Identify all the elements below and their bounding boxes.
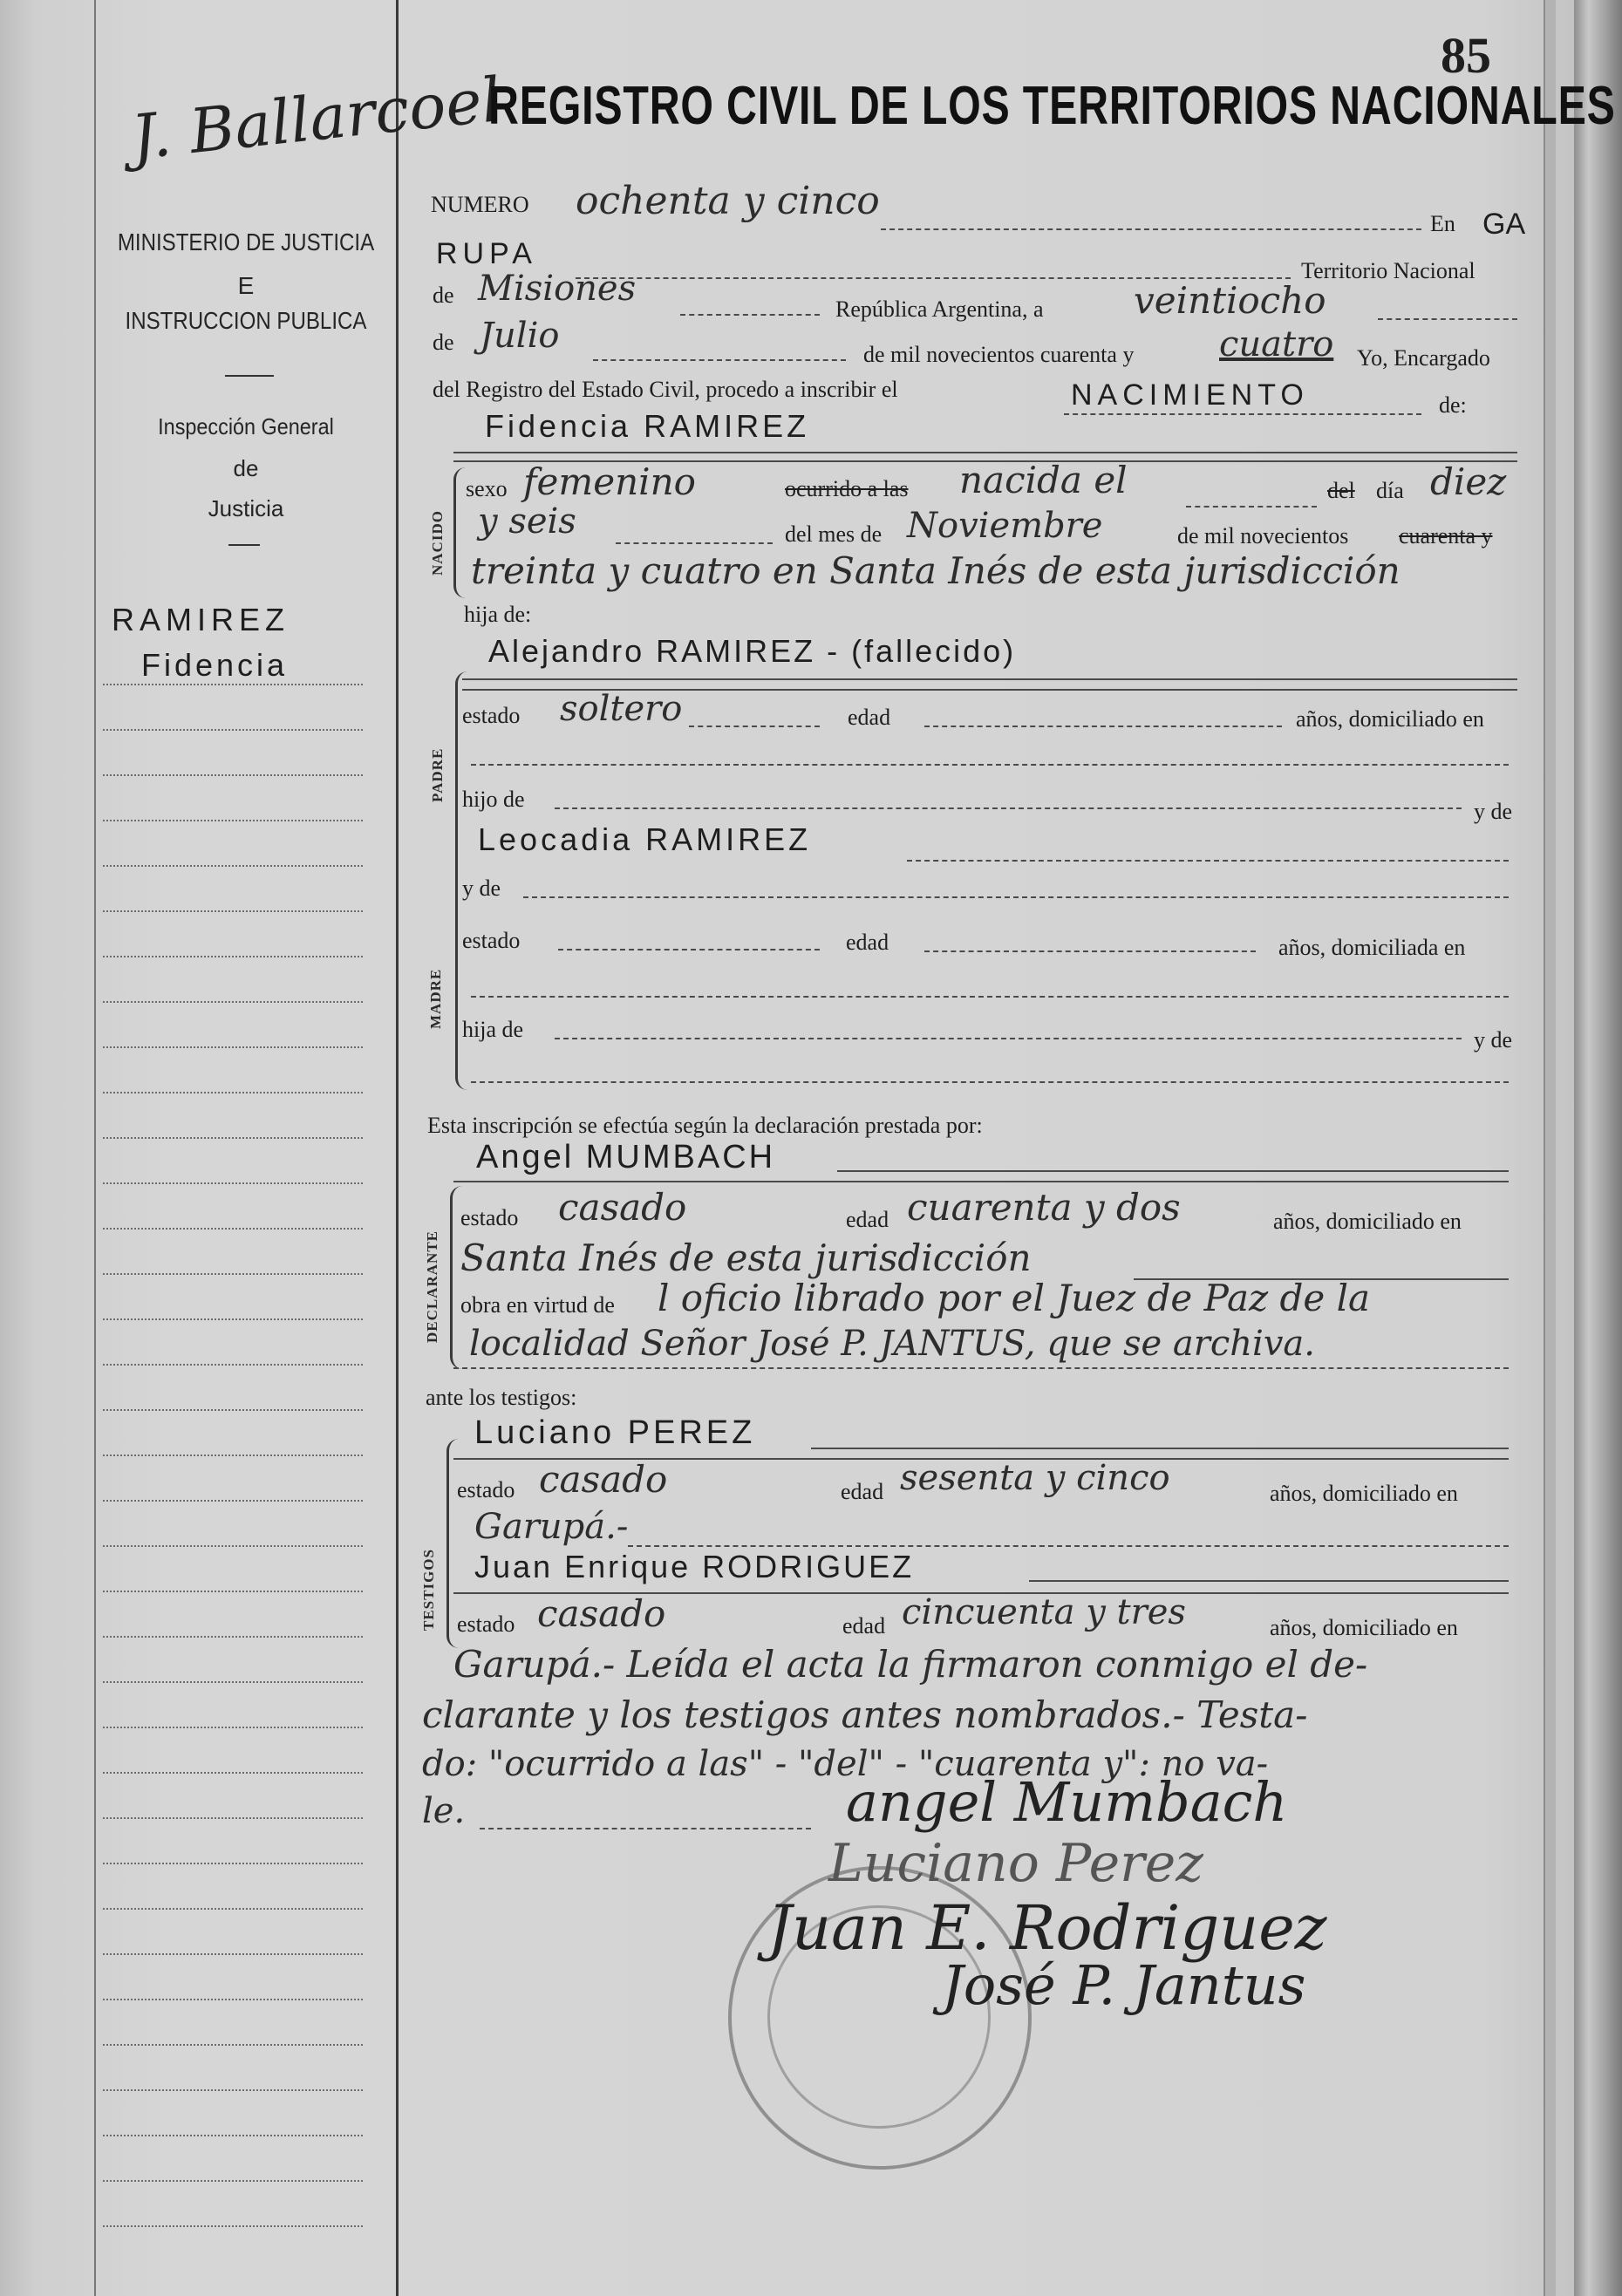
- margin-rule: [103, 1001, 363, 1003]
- padre-estado-label: estado: [462, 703, 521, 728]
- witness1-name: Luciano PEREZ: [474, 1414, 756, 1451]
- witness2-edad-value: cincuenta y tres: [902, 1592, 1186, 1632]
- inspection-line3: Justicia: [208, 495, 284, 521]
- encargado-label: Yo, Encargado: [1357, 345, 1490, 371]
- margin-rule: [103, 1500, 363, 1502]
- year-label: de mil novecientos cuarenta y: [863, 342, 1135, 367]
- margin-rule: [103, 2180, 363, 2182]
- obra-label: obra en virtud de: [460, 1292, 615, 1318]
- margin-rule: [103, 1545, 363, 1547]
- margin-rule: [103, 956, 363, 957]
- margin-rule: [103, 1772, 363, 1774]
- numero-line: [881, 228, 1421, 230]
- witness1-domicilio-value: Garupá.-: [474, 1507, 629, 1547]
- declarante-edad-label: edad: [846, 1207, 889, 1232]
- hija-label: hija de:: [464, 602, 532, 627]
- margin-rule: [103, 1727, 363, 1728]
- padre-mother-name: Leocadia RAMIREZ: [478, 821, 812, 857]
- madre-estado-label: estado: [462, 928, 521, 953]
- dia-label: día: [1376, 478, 1404, 503]
- ministry-divider: [225, 375, 274, 377]
- closing-line2: clarante y los testigos antes nombrados.- Testa-: [422, 1693, 1308, 1736]
- madre-hija-line: [555, 1038, 1462, 1039]
- padre-domicilio-label: años, domiciliado en: [1296, 706, 1484, 732]
- declarante-domicilio-label: años, domiciliado en: [1273, 1209, 1462, 1234]
- signature-witness2: Juan E. Rodriguez: [767, 1892, 1327, 1964]
- mes-label: del mes de: [785, 521, 883, 547]
- de-colon: de:: [1439, 392, 1467, 418]
- territory-line: [680, 314, 820, 316]
- padre-y-de-label-2: y de: [462, 875, 501, 901]
- del-label: del: [1327, 478, 1355, 503]
- testigos-intro: ante los testigos:: [426, 1385, 577, 1410]
- margin-rule: [103, 1228, 363, 1230]
- padre-edad-label: edad: [848, 705, 891, 730]
- en-label: En: [1430, 211, 1455, 236]
- declarante-intro: Esta inscripción se efectúa según la declaración prestada por:: [427, 1113, 983, 1138]
- month-value: Julio: [480, 316, 560, 356]
- witness1-domicilio-label: años, domiciliado en: [1270, 1481, 1458, 1506]
- place-part1: GA: [1482, 208, 1526, 241]
- declarante-name-line: [837, 1170, 1509, 1172]
- day-line-2: [616, 542, 773, 544]
- act-type-line: [1064, 413, 1421, 415]
- ocurrido-label: ocurrido a las: [785, 476, 909, 501]
- testigos-side-label: TESTIGOS: [420, 1549, 437, 1631]
- madre-hija-label: hija de: [462, 1017, 524, 1042]
- margin-rule: [103, 1046, 363, 1048]
- margin-rule: [103, 1455, 363, 1456]
- margin-rule: [103, 865, 363, 867]
- padre-side-label: PADRE: [429, 747, 446, 802]
- margin-rule: [103, 1953, 363, 1955]
- inspection-divider: [228, 544, 260, 546]
- padre-y-de-label: y de: [1474, 799, 1513, 824]
- witness2-domicilio-label: años, domiciliado en: [1270, 1615, 1458, 1640]
- witness2-name: Juan Enrique RODRIGUEZ: [474, 1549, 915, 1584]
- closing-line4: le.: [422, 1791, 466, 1831]
- closing-line: [480, 1828, 811, 1829]
- witness2-estado-label: estado: [457, 1611, 515, 1637]
- margin-rule: [103, 1092, 363, 1093]
- margin-rule: [103, 1318, 363, 1320]
- declarante-side-label: DECLARANTE: [424, 1230, 440, 1343]
- nacido-place: treinta y cuatro en Santa Inés de esta jurisdicción: [471, 549, 1401, 592]
- madre-estado-line: [558, 949, 820, 950]
- padre-name-line: [462, 678, 1517, 680]
- witness2-estado-value: casado: [537, 1592, 666, 1635]
- margin-rule: [103, 1999, 363, 2000]
- padre-hijo-label: hijo de: [462, 787, 525, 812]
- margin-rule: [103, 684, 363, 685]
- de-label: de: [433, 283, 454, 308]
- padre-edad-line: [924, 726, 1282, 727]
- margin-rule: [103, 1364, 363, 1366]
- signature-declarante: angel Mumbach: [846, 1770, 1288, 1834]
- witness2-edad-label: edad: [842, 1613, 886, 1639]
- month-line: [593, 359, 846, 361]
- nacido-month: Noviembre: [907, 506, 1103, 546]
- margin-rule: [103, 1681, 363, 1683]
- mil-label: de mil novecientos: [1177, 523, 1349, 548]
- margin-rule: [103, 1817, 363, 1819]
- margin-left-border: [94, 0, 96, 2296]
- book-edge: [1574, 0, 1622, 2296]
- day-value-1: diez: [1430, 460, 1507, 503]
- signature-judge: José P. Jantus: [942, 1953, 1306, 2017]
- margin-rule: [103, 1182, 363, 1184]
- declarante-name-line-2: [453, 1181, 1509, 1182]
- ministry-line3: INSTRUCCION PUBLICA: [125, 307, 367, 334]
- margin-surname: RAMIREZ: [112, 602, 290, 637]
- declarante-edad-value: cuarenta y dos: [907, 1186, 1181, 1229]
- margin-rule: [103, 2225, 363, 2227]
- numero-label: NUMERO: [431, 192, 529, 217]
- witness1-edad-label: edad: [841, 1479, 884, 1504]
- cuarenta-label: cuarenta y: [1399, 523, 1493, 548]
- sexo-label: sexo: [466, 476, 508, 501]
- page-edge: [1544, 0, 1556, 2296]
- madre-edad-label: edad: [846, 930, 889, 955]
- madre-domicilio-line: [471, 996, 1509, 998]
- padre-y-de-line: [523, 896, 1509, 898]
- closing-line3: do: "ocurrido a las" - "del" - "cuarenta y": no va-: [422, 1744, 1269, 1784]
- year-value: cuatro: [1219, 324, 1334, 364]
- madre-side-label: MADRE: [427, 968, 444, 1029]
- nacido-side-label: NACIDO: [429, 510, 446, 576]
- act-type: NACIMIENTO: [1071, 378, 1309, 412]
- register-title: REGISTRO CIVIL DE LOS TERRITORIOS NACIONALES: [488, 76, 1616, 136]
- obra-value-2: localidad Señor José P. JANTUS, que se archiva.: [469, 1324, 1315, 1364]
- page-number: 85: [1441, 27, 1491, 84]
- margin-given-name: Fidencia: [141, 647, 289, 683]
- territorio-label: Territorio Nacional: [1301, 258, 1475, 283]
- inspection-line1: Inspección General: [158, 413, 334, 439]
- ocurrido-line: [1186, 506, 1317, 508]
- day-line: [1378, 318, 1517, 320]
- nacido-name-line: [453, 452, 1517, 453]
- margin-rule: [103, 1137, 363, 1139]
- padre-name: Alejandro RAMIREZ - (fallecido): [488, 633, 1017, 669]
- margin-rule: [103, 729, 363, 731]
- nacido-name: Fidencia RAMIREZ: [485, 408, 810, 444]
- padre-domicilio-line: [471, 764, 1509, 766]
- margin-rule: [103, 2135, 363, 2136]
- margin-right-border: [396, 0, 399, 2296]
- margin-rule: [103, 820, 363, 821]
- padre-hijo-line: [555, 807, 1462, 809]
- margin-rule: [103, 1591, 363, 1592]
- margin-rule: [103, 1273, 363, 1275]
- madre-domicilio-label: años, domiciliada en: [1278, 935, 1466, 960]
- margin-rule: [103, 2044, 363, 2046]
- declarante-estado-value: casado: [558, 1186, 687, 1229]
- witness1-name-line: [811, 1448, 1509, 1449]
- ocurrido-value: nacida el: [959, 459, 1128, 501]
- margin-rule: [103, 1636, 363, 1638]
- margin-rule: [103, 1409, 363, 1411]
- ministry-line2: E: [237, 272, 255, 299]
- inspection-line2: de: [233, 455, 259, 481]
- padre-estado-line: [689, 726, 820, 727]
- witness1-estado-value: casado: [539, 1458, 668, 1501]
- madre-edad-line: [924, 950, 1256, 952]
- declarante-domicilio-value: Santa Inés de esta jurisdicción: [460, 1237, 1032, 1279]
- republica-label: República Argentina, a: [835, 296, 1044, 322]
- margin-rule: [103, 2089, 363, 2091]
- margin-rule: [103, 1863, 363, 1864]
- witness1-edad-value: sesenta y cinco: [900, 1458, 1170, 1498]
- padre-mother-line: [907, 860, 1509, 862]
- margin-rule: [103, 774, 363, 776]
- numero-value: ochenta y cinco: [576, 179, 880, 223]
- day-value: veintiocho: [1134, 279, 1326, 322]
- obra-line: [453, 1367, 1509, 1369]
- closing-line1: Garupá.- Leída el acta la firmaron conmigo el de-: [453, 1643, 1368, 1686]
- witness1-domicilio-line: [628, 1545, 1509, 1547]
- place-part2: RUPA: [436, 237, 537, 270]
- witness1-estado-label: estado: [457, 1477, 515, 1502]
- day-value-2: y seis: [478, 501, 576, 542]
- de-label-2: de: [433, 330, 454, 355]
- registro-label: del Registro del Estado Civil, procedo a inscribir el: [433, 377, 898, 402]
- witness2-name-line: [1029, 1580, 1509, 1582]
- padre-estado-value: soltero: [560, 689, 683, 729]
- margin-rule: [103, 1908, 363, 1910]
- obra-value: l oficio librado por el Juez de Paz de la: [658, 1277, 1371, 1319]
- margin-rule: [103, 910, 363, 912]
- sexo-value: femenino: [523, 460, 696, 503]
- madre-extra-line: [471, 1081, 1509, 1083]
- territory-value: Misiones: [478, 269, 637, 309]
- declarante-estado-label: estado: [460, 1205, 519, 1230]
- ministry-line1: MINISTERIO DE JUSTICIA: [117, 228, 375, 255]
- signature-witness1: Luciano Perez: [828, 1833, 1203, 1894]
- margin-top-signature: J. Ballarcoel: [127, 63, 505, 174]
- declarante-name: Angel MUMBACH: [476, 1139, 776, 1175]
- madre-y-de-label: y de: [1474, 1027, 1513, 1053]
